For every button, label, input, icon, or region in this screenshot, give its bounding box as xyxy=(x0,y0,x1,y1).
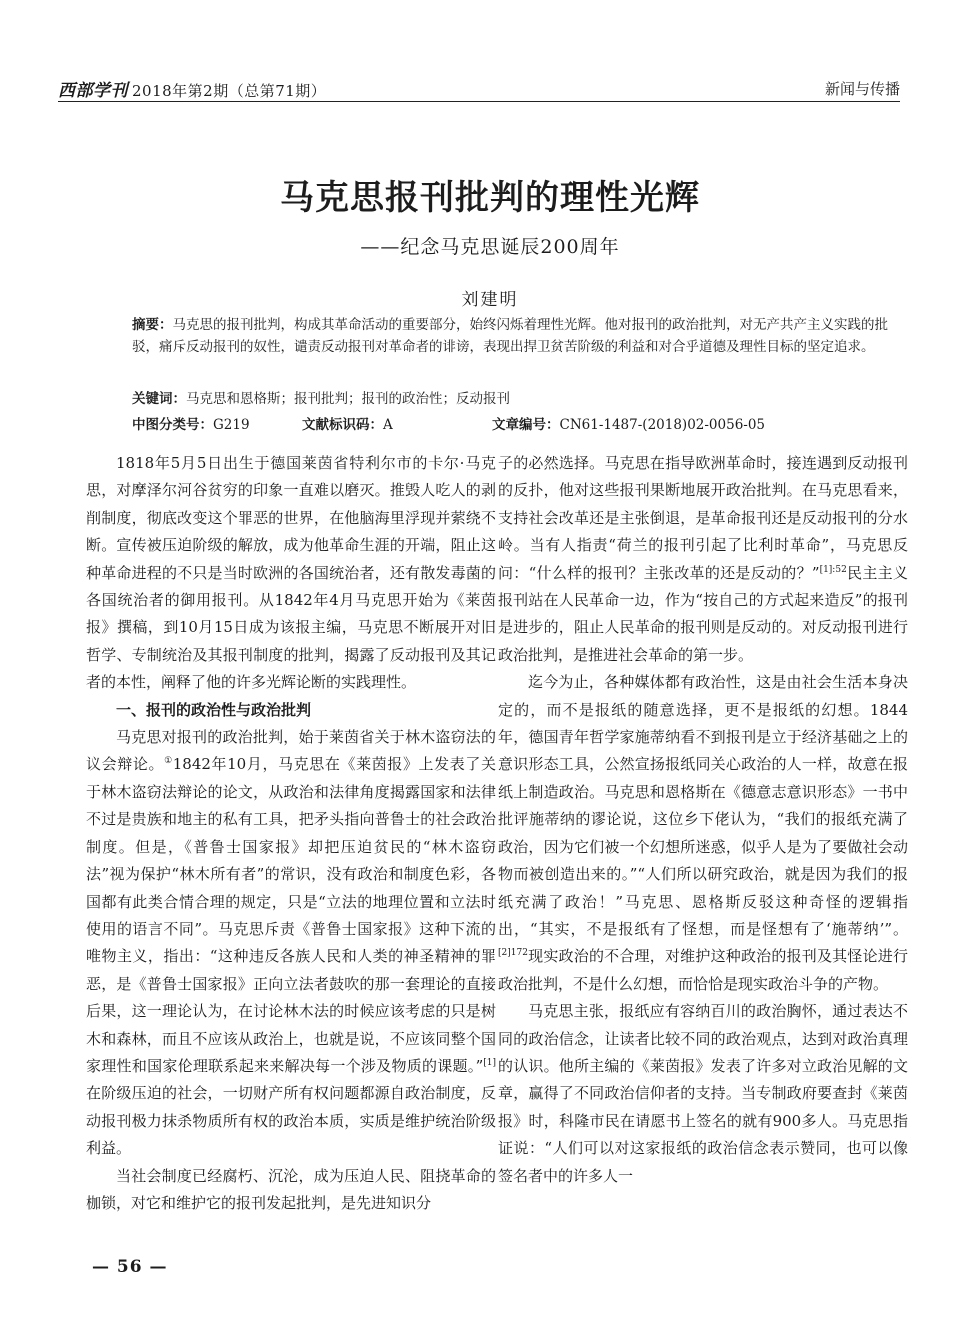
section-heading: 一、报刊的政治性与政治批判 xyxy=(116,700,312,719)
article-number-label: 文章编号： xyxy=(492,417,560,433)
abstract-text: 马克思的报刊批判，构成其革命活动的重要部分，始终闪烁着理性光辉。他对报刊的政治批判，对无产共产主义实践的批驳，痛斥反动报刊的奴性，谴责反动报刊对革命者的诽谤，表现出捍卫贫苦阶级的利益和对合乎道德及理性目标的坚定追求。 xyxy=(132,317,888,355)
citation-ref: [1] xyxy=(483,1057,496,1068)
article-subtitle: ——纪念马克思诞辰200周年 xyxy=(360,236,620,258)
keywords-text: 马克思和恩格斯；报刊批判；报刊的政治性；反动报刊 xyxy=(186,391,510,407)
paragraph xyxy=(498,450,908,669)
clc-value: G219 xyxy=(213,417,250,433)
article-author: 刘建明 xyxy=(461,290,519,310)
keywords xyxy=(132,387,902,407)
footnote-ref: ① xyxy=(164,756,173,767)
citation-ref: [2]172 xyxy=(498,948,528,959)
doc-code-label: 文献标识码： xyxy=(302,417,383,433)
paragraph-text: 迄今为止，各种媒体都有政治性，这是由社会生活本身决定的，而不是报纸的随意选择，更不是报纸的幻想。1844年，德国青年哲学家施蒂纳看不到报刊是立于经济基础之上的意识形态工具，公然宣扬报纸同关心政治的人一样，故意在报纸上制造政治。马克思和恩格斯在《德意志意识形态》一书中批评施蒂纳的谬论说，这位乡下佬认为，“我们的报纸充满了政治，因为它们被一个幻想所迷惑，似乎人是为了要做社会动物而被创造出来的。”“人们所以研究政治，就是因为我们的报纸充满了政治！”马克思、恩格斯反驳这种奇怪的逻辑指出，“其实，不是报纸有了怪想，而是怪想有了‘施蒂纳’”。 xyxy=(498,673,908,938)
paragraph-text: 子的必然选择。马克思在指导欧洲革命时，接连遇到反动报刊的反扑，他对这些报刊果断地展开政治批判。在马克思看来，支持社会改革还是主张倒退，是革命报刊还是反动报刊的分水岭。当有人指责“荷兰的报刊引起了比利时革命”，马克思反问：“什么样的报刊？主张改革的还是反动的？” xyxy=(498,454,908,582)
abstract-label: 摘要： xyxy=(132,317,173,333)
paragraph: 马克思主张，报纸应有容纳百川的政治胸怀，通过表达不同的政治信念，让读者比较不同的政治观点，达到对政治真理的认识。他所主编的《莱茵报》发表了许多对立政治见解的文章，赢得了不同政治信仰者的支持。当专制政府要查封《莱茵报》时，科隆市民在请愿书上签名的就有900多人。马克思指证说：“人们可以对这家报纸的政治信念表示赞同，也可以像签名者中的许多人一 xyxy=(498,1002,908,1185)
left-column xyxy=(86,450,496,1217)
paragraph-text: 现实政治的不合理，对维护这种政治的报刊及其怪论进行政治批判，不是什么幻想，而恰恰是现实政治斗争的产物。 xyxy=(498,947,908,993)
clc-code xyxy=(132,413,250,433)
paragraph-text: 民主主义报刊站在人民革命一边，作为“按自己的方式起来造反”的报刊是进步的，阻止人民革命的报刊则是反动的。对反动报刊进行政治批判，是推进社会革命的第一步。 xyxy=(498,563,908,664)
citation-ref: [1]:52 xyxy=(819,564,847,575)
article-number-value: CN61-1487-(2018)02-0056-05 xyxy=(559,417,766,433)
page-number: — 56 — xyxy=(92,1257,168,1277)
paragraph-text: 马克思对报刊的政治批判，始于莱茵省关于林木盗窃法的议会辩论。 xyxy=(86,728,496,774)
paragraph: 1818年5月5日出生于德国莱茵省特利尔市的卡尔·马克思，对摩泽尔河谷贫穷的印象一直难以磨灭。推毁人吃人的剥削制度，彻底改变这个罪恶的世界，在他脑海里浮现并萦绕不断。宣传被压迫阶级的解放，成为他革命生涯的开端，阻止这种革命进程的不只是当时欧洲的各国统治者，还有散发毒菌的各国统治者的御用报刊。从1842年4月马克思开始为《莱茵报》撰稿，到10月15日成为该报主编，马克思不断展开对旧哲学、专制统治及其报刊制度的批判，揭露了反动报刊及其记者的本性，阐释了他的许多光辉论断的实践理性。 xyxy=(86,454,496,692)
article-title: 马克思报刊批判的理性光辉 xyxy=(280,178,700,218)
paragraph xyxy=(498,669,908,998)
keywords-label: 关键词： xyxy=(132,391,186,407)
header-divider xyxy=(58,101,900,102)
clc-label: 中图分类号： xyxy=(132,417,213,433)
issue-info: 2018年第2期（总第71期） xyxy=(132,82,327,100)
paragraph xyxy=(86,724,496,1163)
journal-name: 西部学刊 xyxy=(58,81,128,101)
running-header xyxy=(58,70,900,102)
header-journal-issue xyxy=(58,76,326,101)
doc-code xyxy=(302,413,393,433)
paragraph-text: 1842年10月，马克思在《莱茵报》上发表了关于林木盗窃法辩论的论文，从政治和法律角度揭露国家和法律不过是贵族和地主的私有工具，把矛头指向普鲁士的社会政治制度。但是，《普鲁士国家报》却把压迫贫民的“林木盗窃法”视为保护“林木所有者”的常识，没有政治和制度色彩，各国都有此类合情合理的规定，只是“立法的地理位置和立法时使用的语言不同”。马克思斥责《普鲁士国家报》这种下流的唯物主义，指出：“这种违反各族人民和人类的神圣精神的罪恶，是《普鲁士国家报》正向立法者鼓吹的那一套理论的直接后果，这一理论认为，在讨论林木法的时候应该考虑的只是树木和森林，而且不应该从政治上，也就是说，不应该同整个国家理性和国家伦理联系起来来解决每一个涉及物质的课题。” xyxy=(86,755,496,1075)
paragraph-text: 在阶级压迫的社会，一切财产所有权问题都源自政治制度，反动报刊极力抹杀物质所有权的政治本质，实质是维护统治阶级利益。 xyxy=(86,1084,496,1158)
article-number xyxy=(492,413,765,433)
section-name: 新闻与传播 xyxy=(824,80,900,98)
doc-code-value: A xyxy=(383,417,393,433)
right-column xyxy=(498,450,908,1190)
paragraph: 当社会制度已经腐朽、沉沦，成为压迫人民、阻挠革命的枷锁，对它和维护它的报刊发起批判，是先进知识分 xyxy=(86,1166,496,1212)
abstract xyxy=(132,314,902,358)
